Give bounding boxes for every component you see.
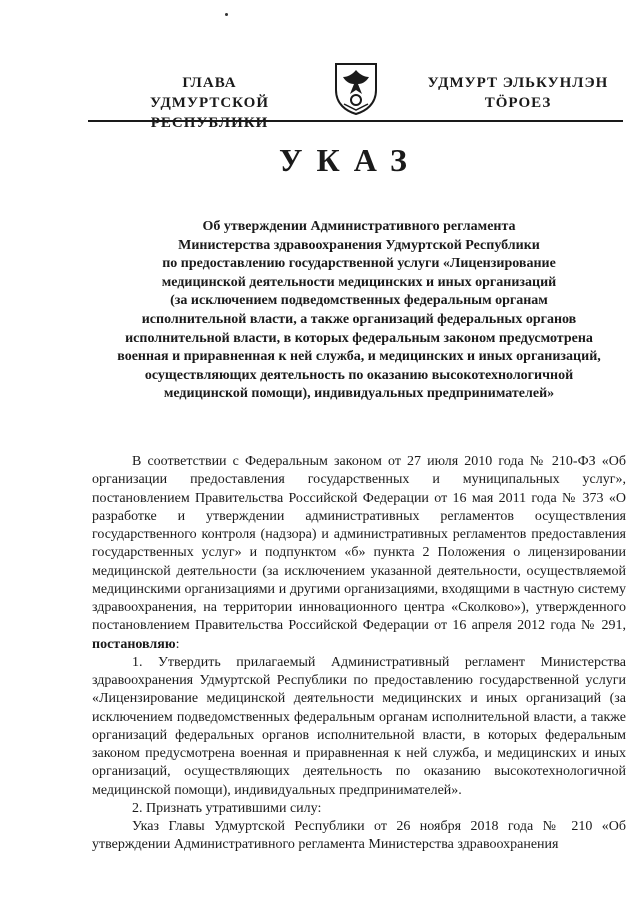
decree-body	[92, 453, 626, 855]
header-left	[92, 73, 327, 133]
subject-line: по предоставлению государственной услуги «Лицензирование	[162, 256, 556, 272]
subject-line: (за исключением подведомственных федеральным органам	[170, 293, 548, 309]
decree-subject	[92, 218, 626, 404]
decree-colon: :	[175, 636, 180, 652]
header-left-line1: ГЛАВА	[182, 75, 237, 91]
decree-word: постановляю	[92, 636, 176, 652]
header-left-line2: УДМУРТСКОЙ РЕСПУБЛИКИ	[150, 95, 269, 131]
subject-line: исполнительной власти, в которых федеральным законом предусмотрена	[125, 330, 593, 346]
subject-line: исполнительной власти, а также организаций федеральных органов	[141, 311, 577, 327]
document-title: УКАЗ	[279, 142, 421, 178]
header-right-line2: ТӦРОЕЗ	[484, 95, 552, 111]
item-1-paragraph: 1. Утвердить прилагаемый Административный регламент Министерства здравоохранения Удмуртской Республики по предоставлению государственной услуги «Лицензирование медицинской деятельности медицинских и иных организаций (за исключением подведомственных федеральным органам исполнительной власти, а также организаций федеральных органов исполнительной власти, в которых федеральным законом предусмотрена военная и приравненная к ней служба, и медицинских и иных организаций, осуществляющих деятельность по оказанию высокотехнологичной медицинской помощи), индивидуальных предпринимателей».	[92, 654, 626, 798]
subject-line: Об утверждении Административного регламента	[202, 219, 516, 234]
item-2-text-paragraph: Указ Главы Удмуртской Республики от 26 ноября 2018 года № 210 «Об утверждении Административного регламента Министерства здравоохранения	[92, 819, 626, 853]
subject-line: осуществляющих деятельность по оказанию высокотехнологичной	[144, 367, 574, 383]
scan-speck	[225, 13, 228, 16]
item-2-paragraph: 2. Признать утратившими силу:	[132, 800, 322, 816]
preamble-paragraph	[92, 453, 626, 654]
subject-line: медицинской помощи), индивидуальных предпринимателей»	[163, 386, 555, 402]
subject-line: медицинской деятельности медицинских и иных организаций	[161, 274, 557, 290]
coat-of-arms-emblem-icon	[332, 60, 380, 116]
header-right-line1: УДМУРТ ЭЛЬКУНЛЭН	[427, 75, 609, 91]
header-right	[418, 73, 618, 113]
subject-line: Министерства здравоохранения Удмуртской Республики	[178, 237, 540, 253]
header-divider	[88, 120, 623, 122]
preamble-text: В соответствии с Федеральным законом от 27 июля 2010 года № 210-ФЗ «Об организации предоставления государственных и муниципальных услуг», постановлением Правительства Российской Федерации от 16 мая 2011 года № 373 «О разработке и утверждении административных регламентов осуществления государственного контроля (надзора) и административных регламентов предоставления государственных услуг» и подпунктом «б» пункта 2 Положения о лицензировании медицинской деятельности (за исключением указанной деятельности, осуществляемой медицинскими организациями и другими организациями, входящими в частную систему здравоохранения, на территории инновационного центра «Сколково»), утвержденного постановлением Правительства Российской Федерации от 16 апреля 2012 года № 291,	[92, 454, 626, 634]
subject-line: военная и приравненная к ней служба, и медицинских и иных организаций,	[117, 349, 601, 365]
